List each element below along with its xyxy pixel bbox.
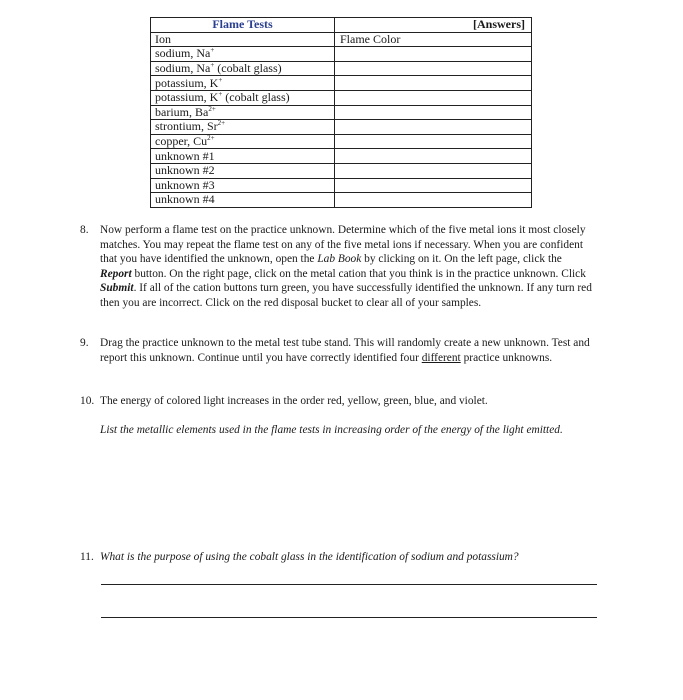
lab-book-term: Lab Book	[317, 253, 362, 265]
ion-cell: sodium, Na+	[151, 47, 335, 62]
table-row	[151, 61, 532, 76]
table-row	[151, 149, 532, 164]
question-10-text: The energy of colored light increases in the order red, yellow, green, blue, and violet.	[100, 395, 488, 407]
table-row	[151, 120, 532, 135]
table-header-row	[151, 18, 532, 33]
report-term: Report	[100, 267, 132, 280]
table-row	[151, 47, 532, 62]
ion-cell: barium, $Ba^{2+}$	[151, 105, 335, 120]
table-row	[151, 163, 532, 178]
ion-charge: +	[210, 46, 215, 55]
answers-label: [Answers]	[335, 18, 532, 33]
flame-color-answer-cell[interactable]	[335, 193, 532, 208]
ion-cell: unknown #1	[151, 149, 335, 164]
table-row	[151, 105, 532, 120]
flame-color-answer-cell[interactable]	[335, 76, 532, 91]
ion-cell: unknown #4	[151, 193, 335, 208]
flame-color-column-label: Flame Color	[335, 32, 532, 47]
question-number: 9.	[80, 337, 89, 349]
ion-cell: sodium, Na+ (cobalt glass)	[151, 61, 335, 76]
ion-charge: +	[210, 61, 215, 70]
question-number: 10.	[80, 395, 95, 407]
ion-charge: 2+	[208, 104, 216, 113]
ion-cell: copper, $Cu^{2+}$	[151, 134, 335, 149]
answer-line[interactable]	[101, 617, 597, 618]
question-9-text: Drag the practice unknown to the metal test tube stand. This will randomly create a new unknown. Test and report this unknown. Continue until you have correctly identified four different practice unknowns.	[100, 337, 590, 364]
flame-color-answer-cell[interactable]	[335, 47, 532, 62]
ion-column-label: Ion	[151, 32, 335, 47]
table-title: Flame Tests	[151, 18, 335, 33]
ion-cell: unknown #2	[151, 163, 335, 178]
flame-color-answer-cell[interactable]	[335, 178, 532, 193]
question-number: 11.	[80, 551, 94, 563]
flame-color-answer-cell[interactable]	[335, 61, 532, 76]
flame-color-answer-cell[interactable]	[335, 105, 532, 120]
ion-cell: strontium, $Sr^{2+}$	[151, 120, 335, 135]
table-row	[151, 134, 532, 149]
ion-cell: unknown #3	[151, 178, 335, 193]
table-label-row	[151, 32, 532, 47]
answer-line[interactable]	[101, 584, 597, 585]
question-10-prompt: List the metallic elements used in the flame tests in increasing order of the energy of the light emitted.	[100, 424, 563, 436]
ion-cell: potassium, K+ (cobalt glass)	[151, 90, 335, 105]
question-8-text: Now perform a flame test on the practice unknown. Determine which of the five metal ions it most closely matches. You may repeat the flame test on any of the five metal ions if necessary. When you are confident that you have identified the unknown, open the Lab Book by clicking on it. On the left page, click the Report button. On the right page, click on the metal cation that you think is in the practice unknown. Click Submit. If all of the cation buttons turn green, you have successfully identified the unknown. If any turn red then you are incorrect. Click on the red disposal bucket to clear all of your samples.	[100, 224, 592, 309]
ion-charge: +	[218, 75, 223, 84]
question-11-prompt: What is the purpose of using the cobalt glass in the identification of sodium and potassium?	[100, 551, 519, 563]
flame-color-answer-cell[interactable]	[335, 134, 532, 149]
flame-tests-table	[150, 17, 532, 208]
ion-charge: 2+	[217, 119, 226, 128]
table-row	[151, 76, 532, 91]
different-term: different	[421, 351, 461, 364]
ion-charge: 2+	[207, 134, 215, 143]
table-row	[151, 90, 532, 105]
flame-color-answer-cell[interactable]	[335, 163, 532, 178]
table-row	[151, 178, 532, 193]
question-number: 8.	[80, 224, 89, 236]
flame-color-answer-cell[interactable]	[335, 149, 532, 164]
flame-color-answer-cell[interactable]	[335, 90, 532, 105]
table-row	[151, 193, 532, 208]
ion-charge: +	[218, 90, 223, 99]
submit-term: Submit	[100, 282, 134, 294]
ion-cell: potassium, K+	[151, 76, 335, 91]
flame-color-answer-cell[interactable]	[335, 120, 532, 135]
